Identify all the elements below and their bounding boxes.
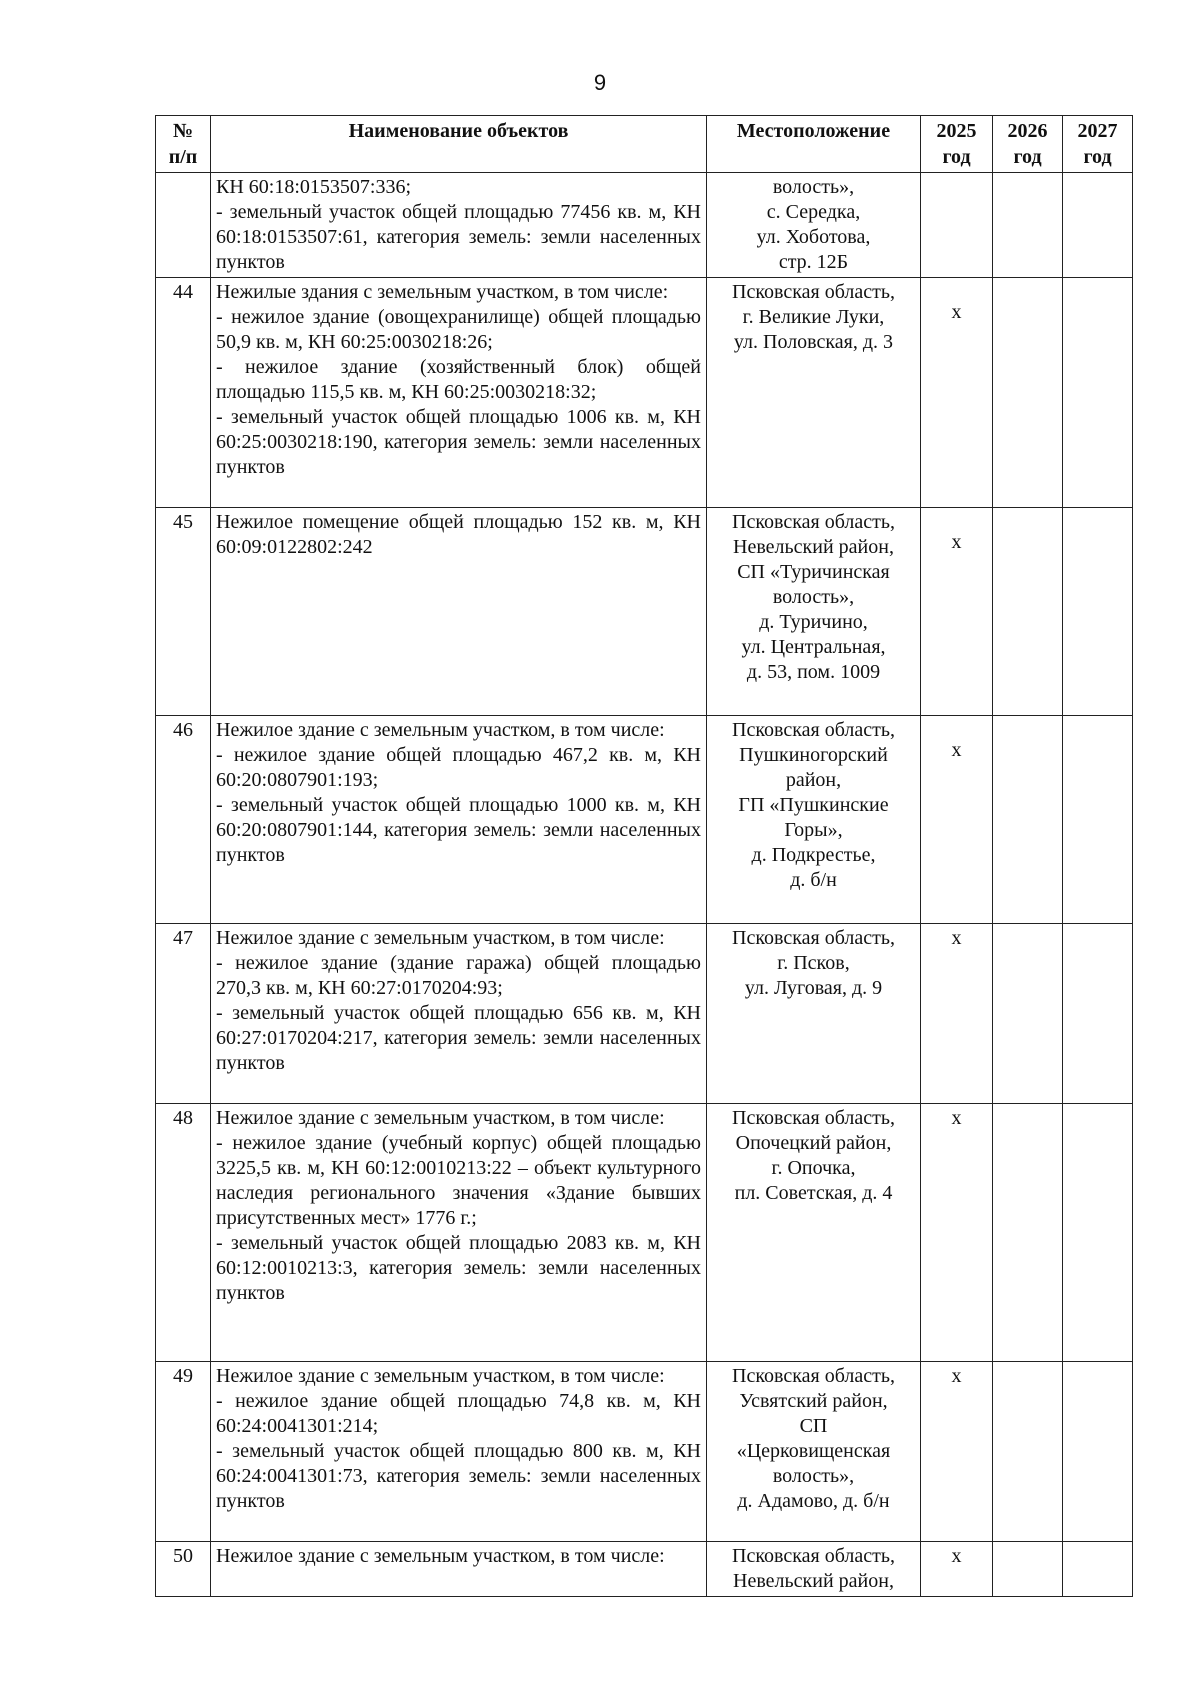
mark-2027	[1063, 508, 1133, 716]
header-2026	[993, 116, 1063, 173]
table-row	[156, 278, 1133, 508]
object-location	[707, 924, 921, 1104]
table-row	[156, 173, 1133, 278]
mark-2027	[1063, 716, 1133, 924]
mark-2026	[993, 173, 1063, 278]
mark-2026	[993, 1362, 1063, 1542]
object-name-line: Нежилые здания с земельным участком, в том числе:	[216, 281, 669, 303]
mark-2025: х	[921, 1362, 993, 1542]
object-location-line: ул. Центральная,	[741, 636, 886, 658]
object-name	[211, 508, 707, 716]
mark-2027	[1063, 1362, 1133, 1542]
row-number: 50	[156, 1542, 211, 1597]
object-name-line: Нежилое здание с земельным участком, в том числе:	[216, 719, 665, 741]
header-num	[156, 116, 211, 173]
mark-2026	[993, 1542, 1063, 1597]
object-location-line: Псковская область,	[732, 927, 895, 949]
object-location	[707, 173, 921, 278]
row-number: 48	[156, 1104, 211, 1362]
object-location-line: Усвятский район,	[739, 1390, 888, 1412]
object-location-line: Невельский район,	[733, 1570, 894, 1592]
header-2026-year: 2026	[1007, 120, 1048, 142]
object-location-line: ГП «Пушкинские	[738, 794, 889, 816]
object-location-line: СП	[799, 1415, 828, 1437]
object-location-line: с. Середка,	[766, 201, 861, 223]
object-location-line: Невельский район,	[733, 536, 894, 558]
object-name-line: - земельный участок общей площадью 656 кв. м, КН 60:27:0170204:217, категория земель: земли населенных пунктов	[216, 1002, 701, 1074]
object-location	[707, 1104, 921, 1362]
object-location-line: Псковская область,	[732, 281, 895, 303]
header-2025-label: год	[942, 146, 971, 168]
mark-2027	[1063, 1542, 1133, 1597]
table-row	[156, 924, 1133, 1104]
object-location-line: волость»,	[772, 586, 855, 608]
object-location-line: д. Адамово, д. б/н	[737, 1490, 890, 1512]
object-name-line: Нежилое помещение общей площадью 152 кв. м, КН 60:09:0122802:242	[216, 511, 701, 558]
object-location-line: ул. Половская, д. 3	[733, 331, 894, 353]
object-name-line: - нежилое здание (хозяйственный блок) общей площадью 115,5 кв. м, КН 60:25:0030218:32;	[216, 356, 701, 403]
object-name	[211, 1104, 707, 1362]
object-name	[211, 716, 707, 924]
header-2025-year: 2025	[936, 120, 977, 142]
object-name-line: Нежилое здание с земельным участком, в том числе:	[216, 1545, 665, 1567]
object-location-line: стр. 12Б	[778, 251, 849, 273]
table-row	[156, 1542, 1133, 1597]
object-name-line: Нежилое здание с земельным участком, в том числе:	[216, 1365, 665, 1387]
header-2027	[1063, 116, 1133, 173]
object-name-line: Нежилое здание с земельным участком, в том числе:	[216, 927, 665, 949]
object-location-line: г. Великие Луки,	[742, 306, 885, 328]
object-location	[707, 278, 921, 508]
object-name-line: - земельный участок общей площадью 1000 кв. м, КН 60:20:0807901:144, категория земель: земли населенных пунктов	[216, 794, 701, 866]
object-location-line: Псковская область,	[732, 1545, 895, 1567]
mark-2025: х	[921, 1542, 993, 1597]
header-2026-label: год	[1013, 146, 1042, 168]
table-header-row	[156, 116, 1133, 173]
object-location-line: Пушкиногорский	[739, 744, 888, 766]
object-name-line: - земельный участок общей площадью 2083 кв. м, КН 60:12:0010213:3, категория земель: земли населенных пунктов	[216, 1232, 701, 1304]
mark-2027	[1063, 924, 1133, 1104]
object-name-line: - нежилое здание общей площадью 467,2 кв. м, КН 60:20:0807901:193;	[216, 744, 701, 791]
row-number: 47	[156, 924, 211, 1104]
object-location-line: «Церковищенская	[736, 1440, 891, 1462]
object-location-line: д. б/н	[790, 869, 837, 891]
mark-2025: х	[921, 924, 993, 1104]
object-location-line: район,	[785, 769, 842, 791]
header-2025	[921, 116, 993, 173]
table-row	[156, 716, 1133, 924]
object-location-line: д. Туричино,	[759, 611, 868, 633]
row-number: 49	[156, 1362, 211, 1542]
object-location	[707, 508, 921, 716]
object-name	[211, 1542, 707, 1597]
object-location-line: Псковская область,	[732, 1107, 895, 1129]
row-number	[156, 173, 211, 278]
row-number: 45	[156, 508, 211, 716]
header-name: Наименование объектов	[211, 116, 707, 173]
object-location-line: ул. Луговая, д. 9	[744, 977, 883, 999]
object-name-line: - нежилое здание (здание гаража) общей площадью 270,3 кв. м, КН 60:27:0170204:93;	[216, 952, 701, 999]
table-row	[156, 1104, 1133, 1362]
header-num-line-1: №	[172, 120, 194, 142]
mark-2026	[993, 1104, 1063, 1362]
object-location-line: Псковская область,	[732, 1365, 895, 1387]
mark-2027	[1063, 278, 1133, 508]
object-location-line: г. Псков,	[777, 952, 850, 974]
object-name-line: - земельный участок общей площадью 800 кв. м, КН 60:24:0041301:73, категория земель: земли населенных пунктов	[216, 1440, 701, 1512]
object-location-line: Горы»,	[784, 819, 843, 841]
mark-2025: х	[921, 278, 993, 508]
object-name	[211, 173, 707, 278]
mark-2027	[1063, 1104, 1133, 1362]
table-row	[156, 508, 1133, 716]
object-location-line: волость»,	[772, 176, 855, 198]
object-name-line: - нежилое здание (овощехранилище) общей площадью 50,9 кв. м, КН 60:25:0030218:26;	[216, 306, 701, 353]
object-location-line: пл. Советская, д. 4	[734, 1182, 893, 1204]
header-location: Местоположение	[707, 116, 921, 173]
mark-2025: х	[921, 716, 993, 924]
object-location-line: Опочецкий район,	[735, 1132, 892, 1154]
page-number: 9	[593, 70, 607, 95]
object-name	[211, 1362, 707, 1542]
object-location-line: г. Опочка,	[771, 1157, 856, 1179]
property-table	[155, 115, 1133, 1597]
object-name-line: - земельный участок общей площадью 77456 кв. м, КН 60:18:0153507:61, категория земель: земли населенных пунктов	[216, 201, 701, 273]
object-location	[707, 1542, 921, 1597]
object-name-line: КН 60:18:0153507:336;	[216, 176, 412, 198]
object-location-line: Псковская область,	[732, 719, 895, 741]
mark-2025: х	[921, 508, 993, 716]
table-row	[156, 1362, 1133, 1542]
header-num-line-2: п/п	[168, 146, 198, 168]
object-location	[707, 1362, 921, 1542]
mark-2025: х	[921, 1104, 993, 1362]
row-number: 46	[156, 716, 211, 924]
mark-2025	[921, 173, 993, 278]
header-2027-label: год	[1083, 146, 1112, 168]
object-location-line: д. Подкрестье,	[751, 844, 876, 866]
mark-2026	[993, 278, 1063, 508]
object-name-line: Нежилое здание с земельным участком, в том числе:	[216, 1107, 665, 1129]
object-name	[211, 278, 707, 508]
object-name-line: - земельный участок общей площадью 1006 кв. м, КН 60:25:0030218:190, категория земель: земли населенных пунктов	[216, 406, 701, 478]
object-name	[211, 924, 707, 1104]
object-location-line: ул. Хоботова,	[756, 226, 871, 248]
mark-2026	[993, 508, 1063, 716]
mark-2026	[993, 924, 1063, 1104]
object-name-line: - нежилое здание (учебный корпус) общей площадью 3225,5 кв. м, КН 60:12:0010213:22 – объект культурного наследия регионального значения «Здание бывших присутственных мест» 1776 г.;	[216, 1132, 701, 1229]
object-location-line: СП «Туричинская	[737, 561, 890, 583]
object-location-line: Псковская область,	[732, 511, 895, 533]
mark-2026	[993, 716, 1063, 924]
object-location-line: д. 53, пом. 1009	[746, 661, 881, 683]
object-name-line: - нежилое здание общей площадью 74,8 кв. м, КН 60:24:0041301:214;	[216, 1390, 701, 1437]
row-number: 44	[156, 278, 211, 508]
mark-2027	[1063, 173, 1133, 278]
object-location	[707, 716, 921, 924]
object-location-line: волость»,	[772, 1465, 855, 1487]
header-2027-year: 2027	[1077, 120, 1118, 142]
